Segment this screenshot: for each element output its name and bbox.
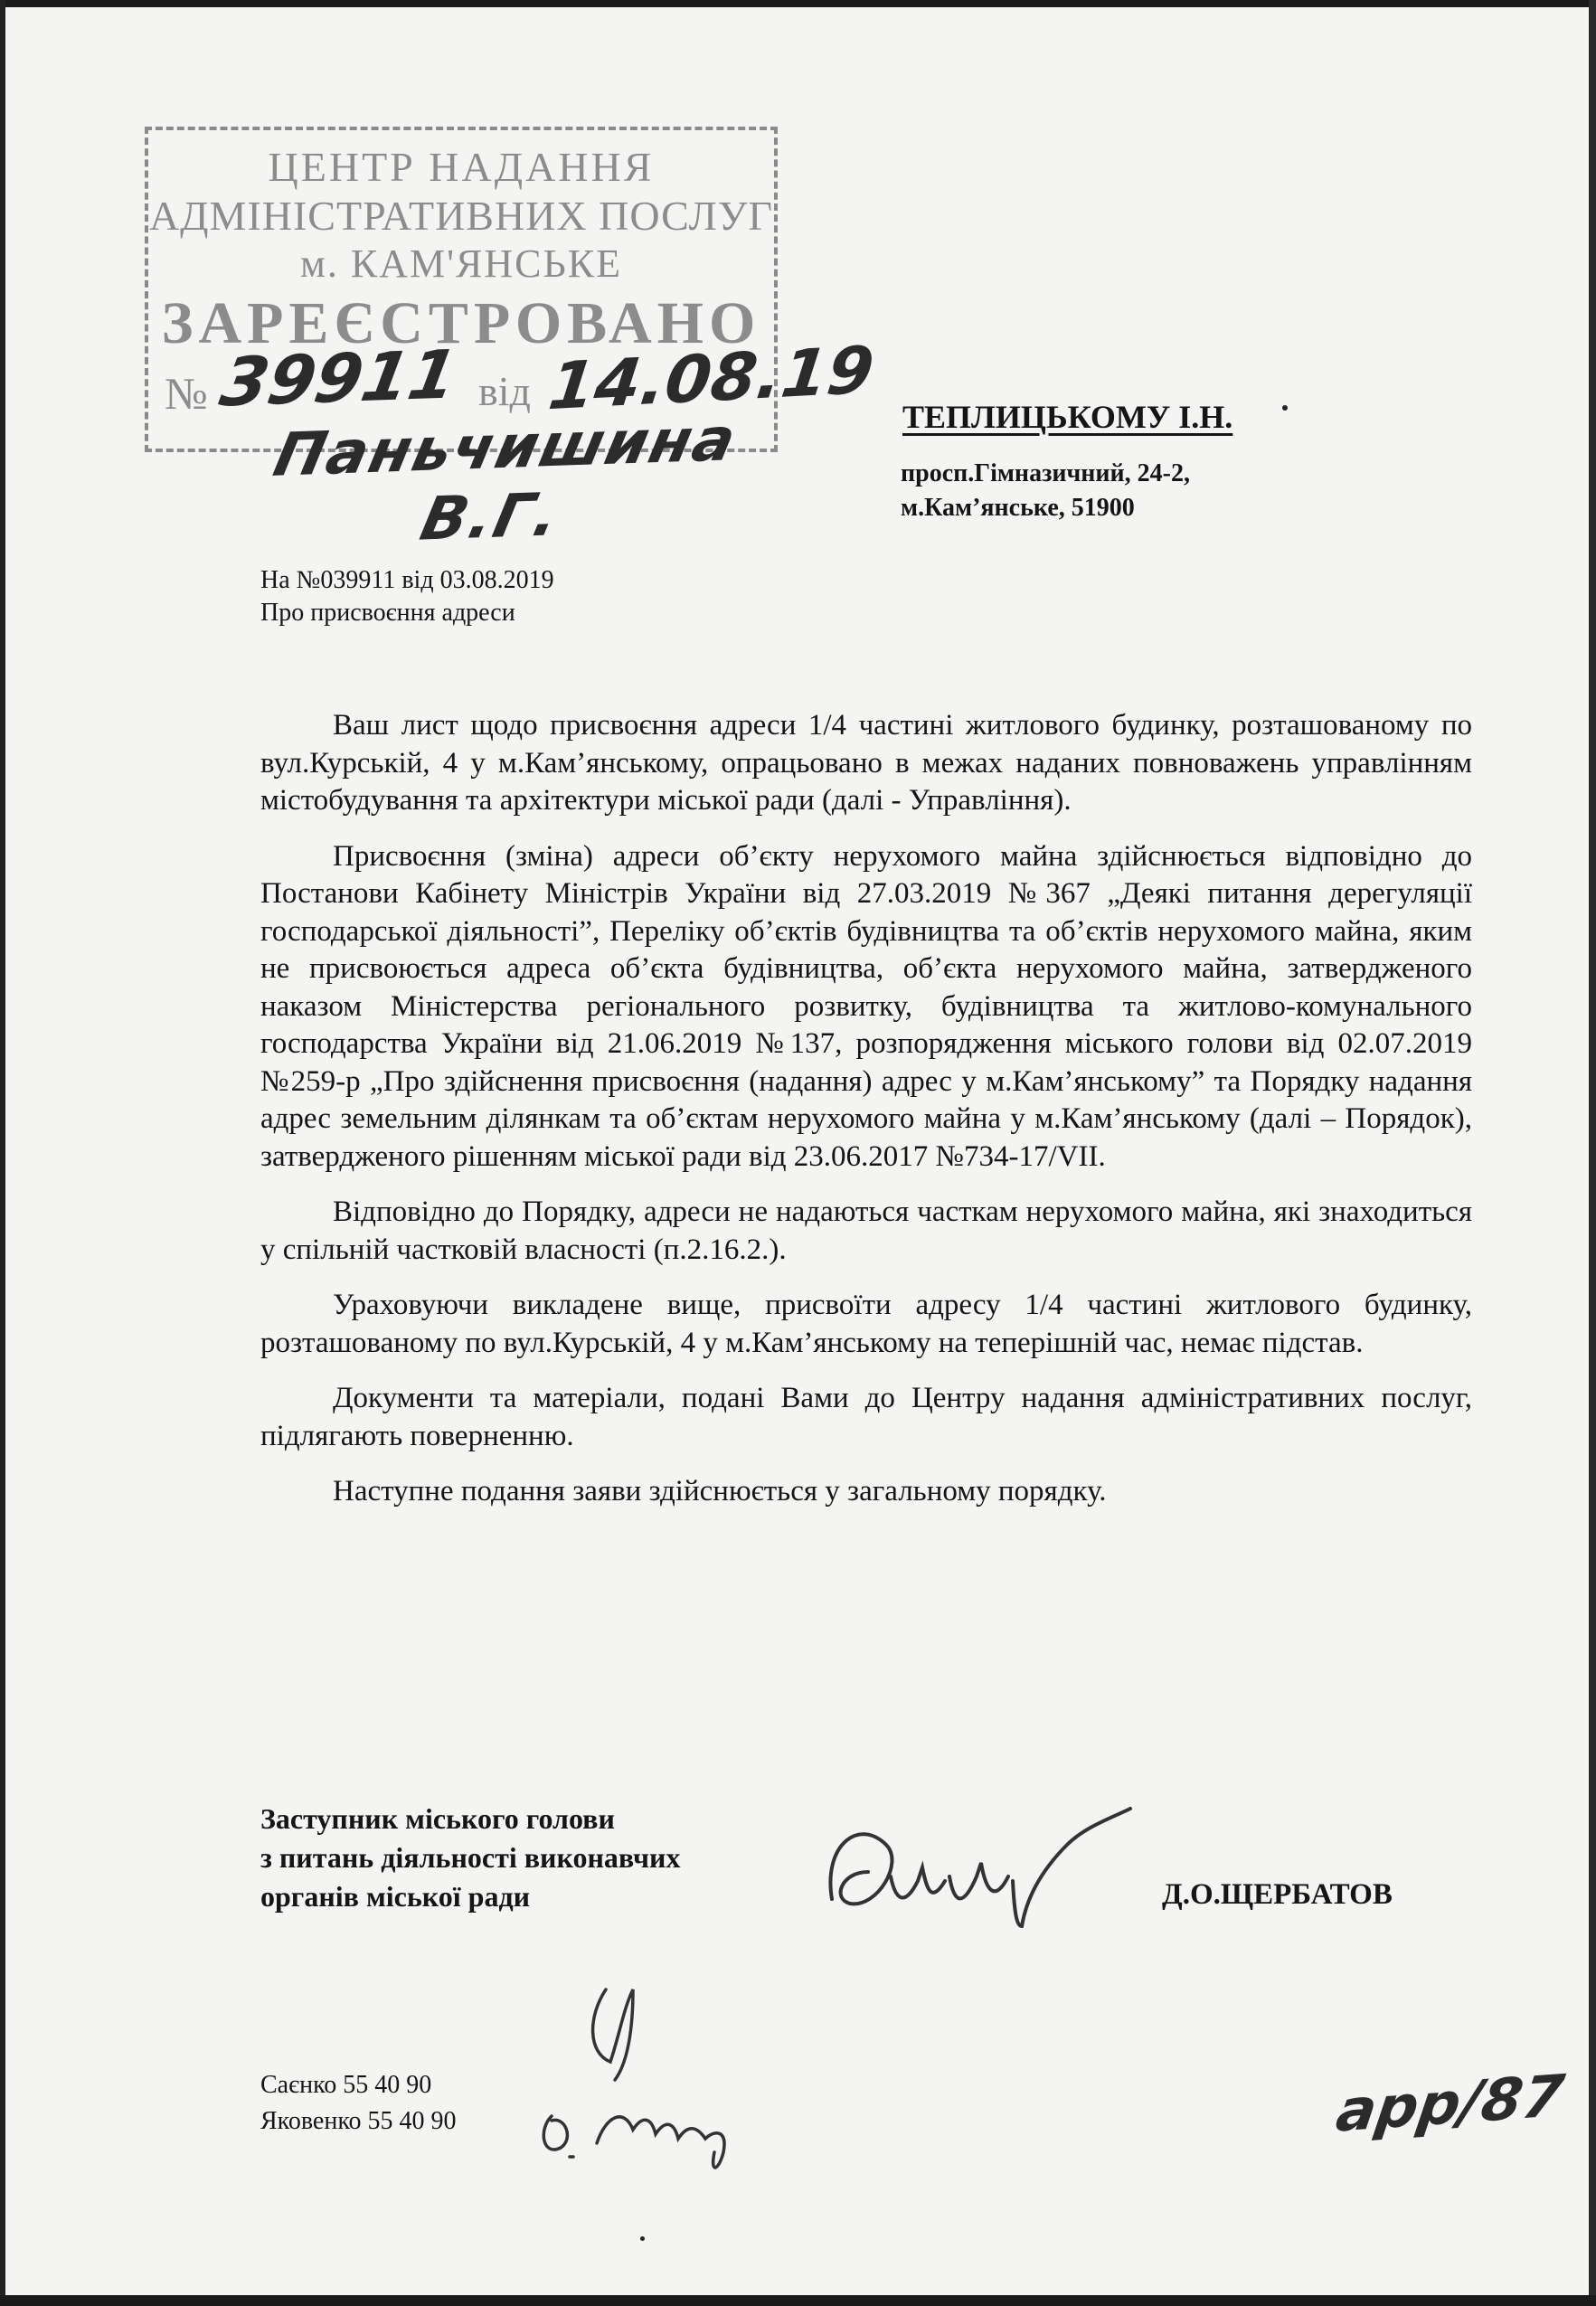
reference-number: На №039911 від 03.08.2019	[260, 566, 554, 594]
addressee-street: просп.Гімназичний, 24-2,	[901, 459, 1190, 487]
stamp-date-label: від	[478, 368, 531, 414]
scan-edge-left	[0, 0, 5, 2306]
signatory-title-line-2: з питань діяльності виконавчих	[260, 1841, 681, 1874]
scan-speck	[640, 2236, 645, 2241]
scan-edge-bottom	[0, 2295, 1596, 2306]
body-paragraph-3: Відповідно до Порядку, адреси не надаються часткам нерухомого майна, які знаходиться у спільній частковій власності (п.2.16.2.).	[260, 1196, 1472, 1266]
addressee-mark	[1282, 405, 1288, 411]
stamp-number-label: №	[165, 368, 208, 419]
body-paragraph-4: Ураховуючи викладене вище, присвоїти адресу 1/4 частині житлового будинку, розташованому по вул.Курській, 4 у м.Кам’янському на теперішній час, немає підстав.	[260, 1289, 1472, 1359]
executor-1: Саєнко 55 40 90	[260, 2071, 432, 2099]
handwritten-signature	[805, 1791, 1148, 1935]
body-paragraph-2: Присвоєння (зміна) адреси об’єкту нерухомого майна здійснюється відповідно до Постанови Кабінету Міністрів України від 27.03.2019 №367 „Деякі питання дерегуляції господарської діяльності”, Переліку об’єктів будівництва та об’єктів нерухомого майна, яким не присвоюється адреса об’єкта будівництва, об’єкта нерухомого майна, затвердженого наказом Міністерства регіонального розвитку, будівництва та житлово-комунального господарства України від 21.06.2019 №137, розпорядження міського голови від 02.07.2019 №259-р „Про здійснення присвоєння (надання) адрес у м.Кам’янському” та Порядку надання адрес земельним ділянкам та об’єктам нерухомого майна у м.Кам’янському (далі – Порядок), затвердженого рішенням міської ради від 23.06.2017 №734-17/VII.	[260, 839, 1472, 1173]
body-paragraph-1: Ваш лист щодо присвоєння адреси 1/4 частині житлового будинку, розташованому по вул.Курській, 4 у м.Кам’янському, опрацьовано в межах наданих повноважень управлінням містобудування та архітектури міської ради (далі - Управління).	[260, 709, 1472, 817]
body-paragraph-5: Документи та матеріали, подані Вами до Центру надання адміністративних послуг, підлягають поверненню.	[260, 1382, 1472, 1452]
executor-2: Яковенко 55 40 90	[260, 2107, 457, 2135]
stamp-line-3: м. КАМ'ЯНСЬКЕ	[300, 241, 622, 286]
addressee-city: м.Кам’янське, 51900	[901, 494, 1135, 522]
signatory-title-line-1: Заступник міського голови	[260, 1802, 615, 1835]
stamp-registered: ЗАРЕЄСТРОВАНО	[161, 290, 761, 356]
stamp-registrar-handwritten: Паньчишина В.Г.	[268, 404, 744, 554]
corner-note-text: арр/87	[1332, 2063, 1569, 2146]
stamp-line-2: АДМІНІСТРАТИВНИХ ПОСЛУГ	[148, 193, 774, 239]
scan-edge-top	[0, 0, 1596, 7]
signatory-name: Д.О.ЩЕРБАТОВ	[1162, 1878, 1393, 1911]
registration-stamp	[145, 127, 878, 554]
scan-edge-right	[1589, 0, 1596, 2306]
stamp-number-value: 39911	[214, 336, 463, 422]
stamp-date-value: 14.08.19	[544, 331, 878, 425]
stamp-line-1: ЦЕНТР НАДАННЯ	[268, 144, 655, 190]
visa-signatures	[534, 1971, 769, 2179]
addressee-name: ТЕПЛИЦЬКОМУ І.Н.	[902, 399, 1233, 435]
reference-subject: Про присвоєння адреси	[260, 599, 515, 627]
corner-handwritten-note	[1332, 2063, 1569, 2146]
body-paragraph-6: Наступне подання заяви здійснюється у загальному порядку.	[333, 1475, 1107, 1507]
letter-body	[260, 707, 1472, 1529]
signatory-title-line-3: органів міської ради	[260, 1880, 531, 1913]
signatory-title	[260, 1800, 680, 1916]
